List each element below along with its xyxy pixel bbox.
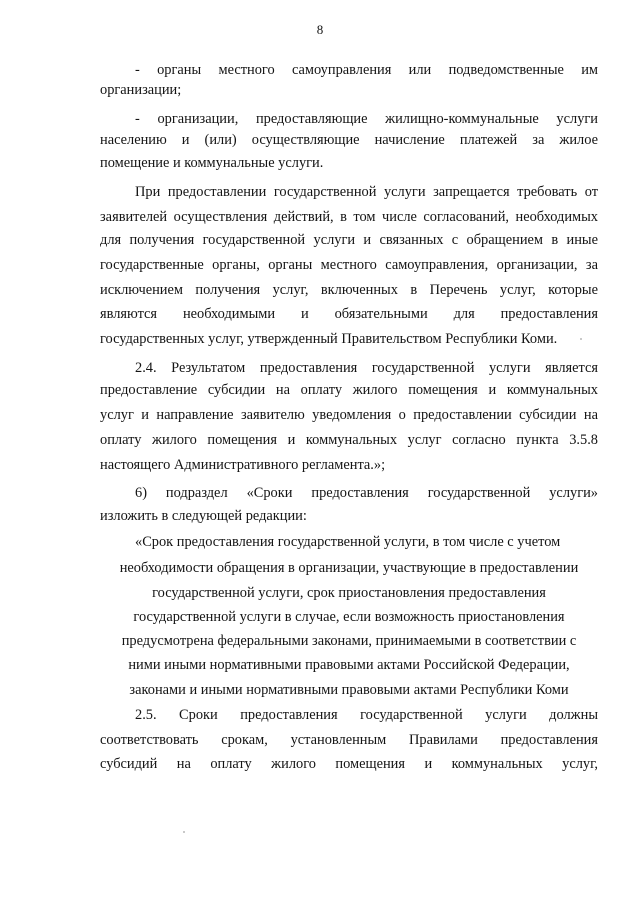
text-line: 2.5. Сроки предоставления государственной услуги должны — [135, 707, 598, 723]
text-line: предусмотрена федеральными законами, принимаемыми в соответствии с — [121, 633, 577, 649]
text-line: ними иными нормативными правовыми актами Российской Федерации, — [128, 657, 570, 673]
scan-speck — [580, 338, 582, 340]
text-line: для получения государственной услуги и связанных с обращением в иные — [100, 232, 598, 248]
text-line: 2.4. Результатом предоставления государственной услуги является — [135, 360, 598, 376]
text-line: государственных услуг, утвержденный Правительством Республики Коми. — [100, 331, 558, 347]
text-line: необходимости обращения в организации, участвующие в предоставлении — [119, 560, 579, 576]
text-line: изложить в следующей редакции: — [100, 508, 307, 524]
text-line: исключением получения услуг, включенных в Перечень услуг, которые — [100, 282, 598, 298]
text-line: настоящего Административного регламента.»; — [100, 457, 386, 473]
text-line: - организации, предоставляющие жилищно-коммунальные услуги — [135, 111, 598, 127]
text-line: населению и (или) осуществляющие начисление платежей за жилое — [100, 132, 598, 148]
text-line: государственной услуги в случае, если возможность приостановления — [133, 609, 565, 625]
page-number: 8 — [316, 22, 324, 37]
text-line: законами и иными нормативными правовыми актами Республики Коми — [129, 682, 569, 698]
text-line: помещение и коммунальные услуги. — [100, 155, 324, 171]
text-line: соответствовать срокам, установленным Правилами предоставления — [100, 732, 598, 748]
text-line: государственные органы, органы местного самоуправления, организации, за — [100, 257, 598, 273]
text-line: субсидий на оплату жилого помещения и коммунальных услуг, — [100, 756, 598, 772]
text-line: предоставление субсидии на оплату жилого помещения и коммунальных — [100, 382, 598, 398]
text-line: «Срок предоставления государственной услуги, в том числе с учетом — [135, 534, 561, 550]
text-line: При предоставлении государственной услуги запрещается требовать от — [135, 184, 598, 200]
text-line: являются необходимыми и обязательными для предоставления — [100, 306, 598, 322]
text-line: оплату жилого помещения и коммунальных услуг согласно пункта 3.5.8 — [100, 432, 598, 448]
text-line: организации; — [100, 82, 182, 98]
scan-speck — [183, 831, 185, 833]
text-line: - органы местного самоуправления или подведомственные им — [135, 62, 598, 78]
text-line: 6) подраздел «Сроки предоставления государственной услуги» — [135, 485, 598, 501]
text-line: услуг и направление заявителю уведомления о предоставлении субсидии на — [100, 407, 598, 423]
text-line: государственной услуги, срок приостановления предоставления — [152, 585, 546, 601]
text-line: заявителей осуществления действий, в том числе согласований, необходимых — [100, 209, 598, 225]
